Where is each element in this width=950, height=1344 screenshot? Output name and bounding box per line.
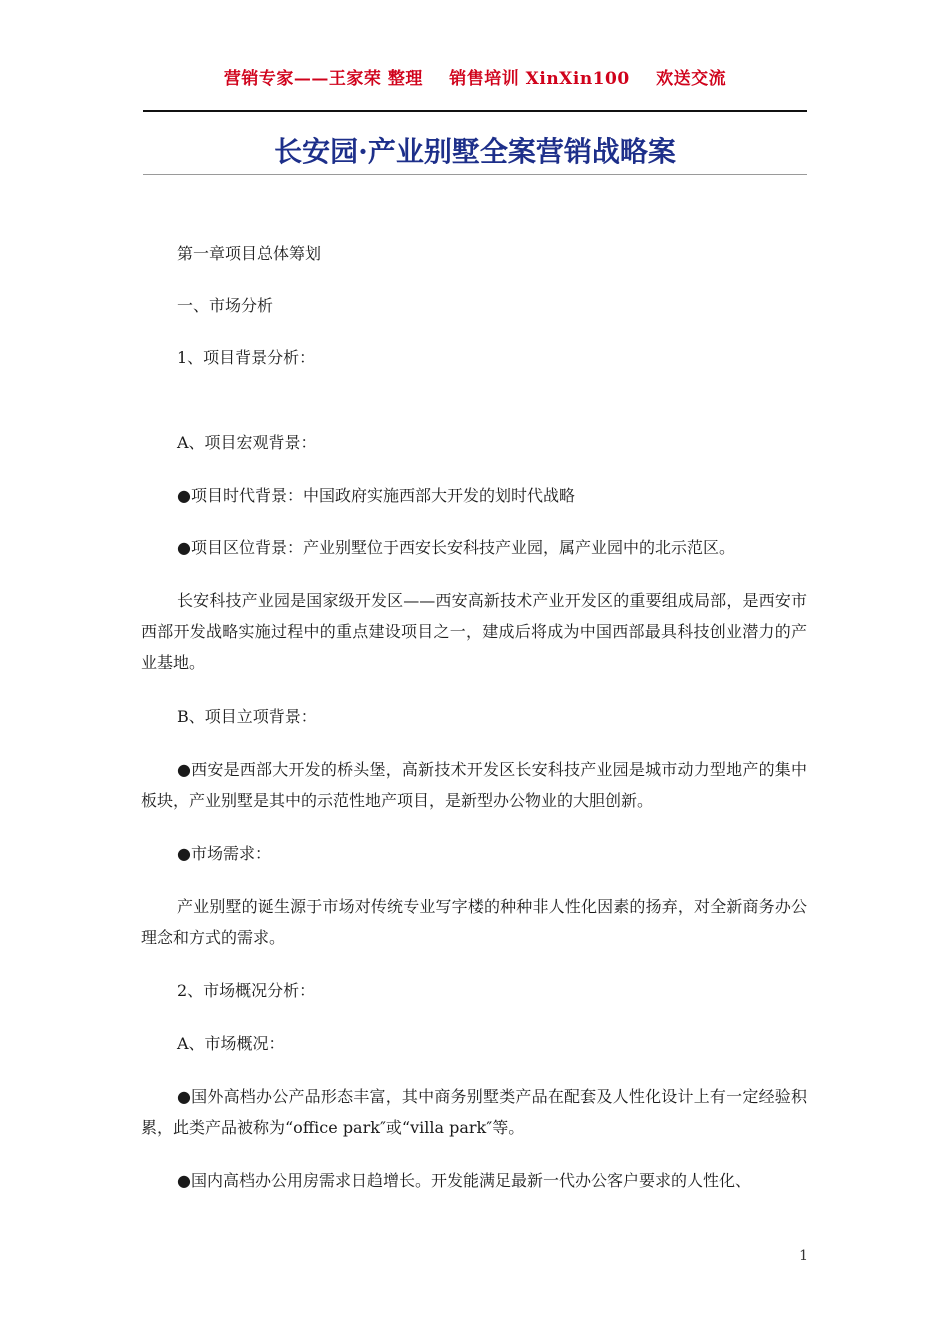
title-rule bbox=[143, 174, 807, 175]
bullet-paragraph: ●市场需求： bbox=[177, 844, 271, 863]
body-paragraph: 长安科技产业园是国家级开发区——西安高新技术产业开发区的重要组成局部，是西安市西部开发战略实施过程中的重点建设项目之一，建成后将成为中国西部最具科技创业潜力的产业基地。 bbox=[141, 591, 807, 672]
header-part-1: 营销专家——王家荣 整理 bbox=[223, 69, 423, 89]
body-paragraph: 产业别墅的诞生源于市场对传统专业写字楼的种种非人性化因素的扬弃，对全新商务办公理念和方式的需求。 bbox=[141, 897, 807, 947]
subsection-heading: A、市场概况： bbox=[177, 1034, 285, 1053]
subsection-heading: 1、项目背景分析： bbox=[177, 348, 316, 367]
subsection-heading: B、项目立项背景： bbox=[177, 707, 317, 726]
bullet-paragraph: ●西安是西部大开发的桥头堡，高新技术开发区长安科技产业园是城市动力型地产的集中板块，产业别墅是其中的示范性地产项目，是新型办公物业的大胆创新。 bbox=[141, 760, 807, 810]
bullet-paragraph: ●项目时代背景：中国政府实施西部大开发的划时代战略 bbox=[177, 486, 575, 505]
section-heading: 一、市场分析 bbox=[177, 296, 274, 315]
page-number: 1 bbox=[799, 1248, 808, 1264]
page-header bbox=[0, 64, 950, 89]
header-rule bbox=[143, 110, 807, 112]
header-part-3: 欢送交流 bbox=[656, 69, 727, 89]
subsection-heading: 2、市场概况分析： bbox=[177, 981, 316, 1000]
bullet-paragraph: ●项目区位背景：产业别墅位于西安长安科技产业园，属产业园中的北示范区。 bbox=[177, 538, 735, 557]
bullet-paragraph: ●国内高档办公用房需求日趋增长。开发能满足最新一代办公客户要求的人性化、 bbox=[177, 1171, 751, 1190]
header-part-2: 销售培训 XinXin100 bbox=[449, 69, 630, 89]
bullet-paragraph: ●国外高档办公产品形态丰富，其中商务别墅类产品在配套及人性化设计上有一定经验积累，此类产品被称为“office park″或“villa park″等。 bbox=[141, 1087, 807, 1137]
document-title: 长安园·产业别墅全案营销战略案 bbox=[274, 135, 676, 168]
chapter-heading: 第一章项目总体筹划 bbox=[177, 244, 322, 263]
subsection-heading: A、项目宏观背景： bbox=[177, 433, 317, 452]
